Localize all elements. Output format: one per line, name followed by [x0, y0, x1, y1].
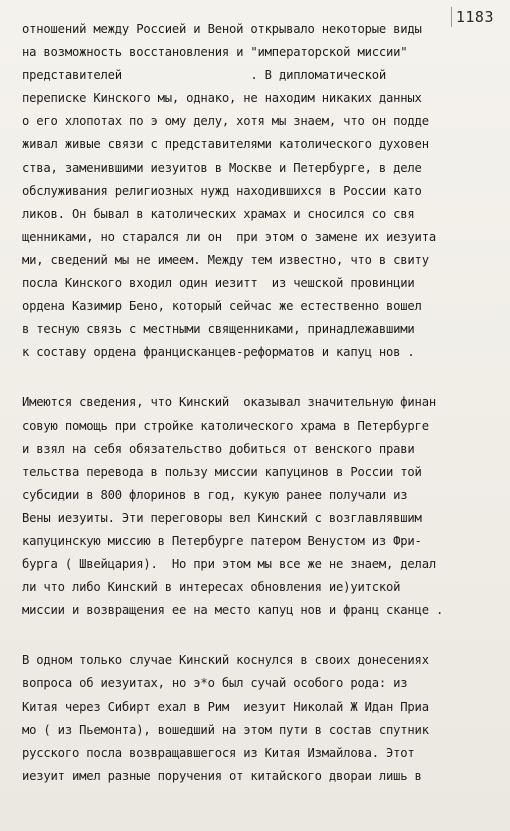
text-line: русского посла возвращавшегося из Китая Измайлова. Этот	[22, 745, 415, 760]
paragraph-1	[22, 18, 492, 364]
text-line: обслуживания религиозных нужд находившихся в России като	[22, 183, 422, 198]
text-line: иезуит имел разные поручения от китайского двораи лишь в	[22, 768, 422, 783]
paragraph-2	[22, 391, 492, 622]
text-line: ликов. Он бывал в католических храмах и сносился со свя	[22, 206, 415, 221]
text-line: ми, сведений мы не имеем. Между тем известно, что в свиту	[22, 252, 429, 267]
text-line: на возможность восстановления и "императорской миссии"	[22, 45, 408, 60]
text-line: щенниками, но старался ли он при этом о замене их иезуита	[22, 229, 436, 244]
text-line: Имеются сведения, что Кинский оказывал значительную финан	[22, 395, 436, 410]
text-line: совую помощь при стройке католического храма в Петербурге	[22, 418, 429, 433]
text-line: посла Кинского входил один иезитт из чешской провинции	[22, 276, 415, 291]
text-line: к составу ордена францисканцев-реформатов и капуц нов .	[22, 345, 415, 360]
text-line: Вены иезуиты. Эти переговоры вел Кинский с возглавлявшим	[22, 510, 422, 525]
text-line: представителей . В дипломатической	[22, 68, 387, 83]
text-line: переписке Кинского мы, однако, не находим никаких данных	[22, 91, 422, 106]
text-line: и взял на себя обязательство добиться от венского прави	[22, 441, 415, 456]
text-line: Китая через Сибирт ехал в Рим иезуит Николай Ж Идан Приа	[22, 699, 429, 714]
paragraph-gap	[22, 364, 492, 391]
text-line: миссии и возвращения ее на место капуц нов и франц сканце .	[22, 603, 444, 618]
text-line: ства, заменившими иезуитов в Москве и Петербурге, в деле	[22, 160, 422, 175]
text-line: тельства перевода в пользу миссии капуцинов в России той	[22, 464, 422, 479]
text-line: В одном только случае Кинский коснулся в своих донесениях	[22, 653, 429, 668]
text-line: ордена Казимир Бено, который сейчас же естественно вошел	[22, 299, 422, 314]
document-text	[22, 18, 492, 788]
text-line: в тесную связь с местными священниками, принадлежавшими	[22, 322, 415, 337]
paragraph-gap	[22, 622, 492, 649]
paragraph-3	[22, 649, 492, 788]
text-line: субсидии в 800 флоринов в год, кукую ранее получали из	[22, 487, 408, 502]
text-line: капуцинскую миссию в Петербурге патером Венустом из Фри-	[22, 533, 422, 548]
text-line: вопроса об иезуитах, но э*о был сучай особого рода: из	[22, 676, 408, 691]
text-line: о его хлопотах по э ому делу, хотя мы знаем, что он подде	[22, 114, 429, 129]
text-line: отношений между Россией и Веной открывало некоторые виды	[22, 22, 422, 36]
page-number: 1183	[451, 7, 498, 27]
text-line: бурга ( Швейцария). Но при этом мы все же не знаем, делал	[22, 557, 436, 572]
text-line: живал живые связи с представителями католического духовен	[22, 137, 429, 152]
text-line: ли что либо Кинский в интересах обновления ие)уитской	[22, 580, 401, 595]
text-line: мо ( из Пьемонта), вошедший на этом пути в состав спутник	[22, 722, 429, 737]
